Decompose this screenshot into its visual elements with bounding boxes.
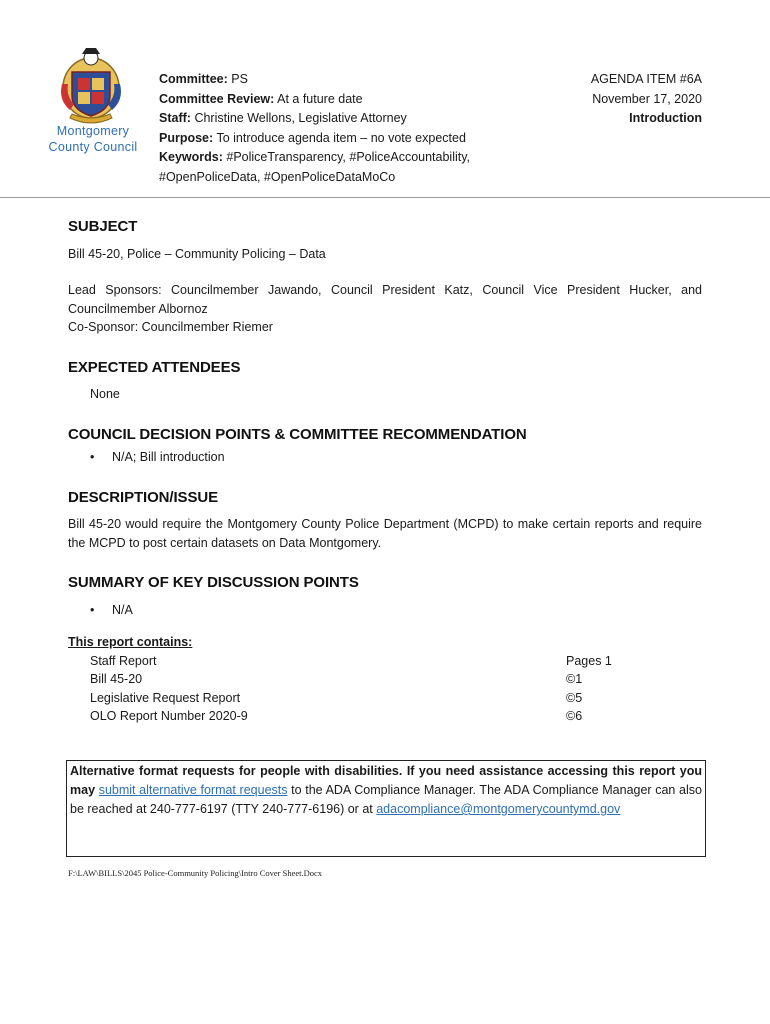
lead-sponsors: Lead Sponsors: Councilmember Jawando, Council President Katz, Council Vice President Hucker, and Councilmember Albornoz bbox=[68, 283, 702, 316]
file-path: F:\LAW\BILLS\2045 Police-Community Policing\Intro Cover Sheet.Docx bbox=[68, 868, 323, 878]
contains-name: Staff Report bbox=[90, 653, 157, 668]
decision-list bbox=[68, 448, 702, 467]
alternative-format-link[interactable]: submit alternative format requests bbox=[98, 783, 288, 797]
header-divider bbox=[0, 197, 770, 198]
contains-pages: Pages 1 bbox=[566, 653, 612, 668]
document-header bbox=[0, 0, 770, 198]
summary-heading: SUMMARY OF KEY DISCUSSION POINTS bbox=[68, 574, 359, 591]
co-sponsor: Co-Sponsor: Councilmember Riemer bbox=[68, 320, 273, 334]
agenda-date: November 17, 2020 bbox=[592, 91, 702, 106]
contains-name: OLO Report Number 2020-9 bbox=[90, 709, 248, 723]
description-heading: DESCRIPTION/ISSUE bbox=[68, 488, 218, 506]
table-row bbox=[68, 670, 702, 689]
keywords-line: Keywords: #PoliceTransparency, #PoliceAccountability, bbox=[159, 150, 471, 164]
bill-title: Bill 45-20, Police – Community Policing – Data bbox=[68, 246, 326, 261]
table-row bbox=[68, 689, 702, 708]
contains-name: Bill 45-20 bbox=[90, 672, 143, 686]
keywords-line-2: #OpenPoliceData, #OpenPoliceDataMoCo bbox=[159, 169, 396, 184]
description-text: Bill 45-20 would require the Montgomery County Police Department (MCPD) to make certain reports and require the MCPD to post certain datasets on Data Montgomery. bbox=[68, 517, 702, 550]
notice-text: to the ADA Compliance Manager. The ADA Compliance Manager can also be reached at 240-777-6197 (TTY 240-777-6196) or at bbox=[70, 783, 702, 816]
notice-bold-text: Alternative format requests for people with disabilities. If you need assistance accessing this report you may bbox=[70, 764, 702, 797]
contains-title: This report contains: bbox=[68, 635, 193, 649]
purpose-line: Purpose: To introduce agenda item – no vote expected bbox=[159, 130, 466, 145]
agenda-type: Introduction bbox=[629, 111, 702, 125]
summary-section bbox=[68, 574, 702, 619]
description-section bbox=[68, 489, 702, 553]
subject-section bbox=[68, 218, 702, 337]
county-seal-logo bbox=[56, 44, 126, 126]
decision-section bbox=[68, 426, 702, 467]
contains-section bbox=[68, 633, 702, 726]
review-line: Committee Review: At a future date bbox=[159, 91, 363, 106]
agenda-info bbox=[591, 70, 702, 129]
agenda-item-number: AGENDA ITEM #6A bbox=[590, 72, 702, 86]
ada-email-link[interactable]: adacompliance@montgomerycountymd.gov bbox=[376, 802, 621, 816]
committee-line: Committee: PS bbox=[159, 72, 248, 86]
attendees-heading: EXPECTED ATTENDEES bbox=[68, 358, 241, 376]
agenda-meta bbox=[159, 70, 579, 187]
contains-pages: ©6 bbox=[566, 709, 583, 723]
table-row bbox=[68, 707, 702, 726]
accessibility-notice bbox=[66, 760, 706, 857]
list-item: • N/A; Bill introduction bbox=[90, 448, 702, 467]
contains-pages: ©5 bbox=[566, 690, 583, 705]
list-item: • N/A bbox=[90, 601, 702, 620]
contains-name: Legislative Request Report bbox=[90, 690, 241, 705]
attendees-value: None bbox=[90, 387, 120, 401]
subject-heading: SUBJECT bbox=[68, 218, 138, 235]
table-row bbox=[68, 652, 702, 671]
org-name: Montgomery County Council bbox=[48, 124, 138, 154]
attendees-section bbox=[68, 359, 702, 404]
document-body bbox=[68, 218, 702, 726]
contains-pages: ©1 bbox=[566, 672, 583, 686]
staff-line: Staff: Christine Wellons, Legislative Attorney bbox=[159, 111, 407, 125]
decision-heading: COUNCIL DECISION POINTS & COMMITTEE RECOMMENDATION bbox=[68, 425, 527, 443]
summary-list bbox=[68, 601, 702, 620]
